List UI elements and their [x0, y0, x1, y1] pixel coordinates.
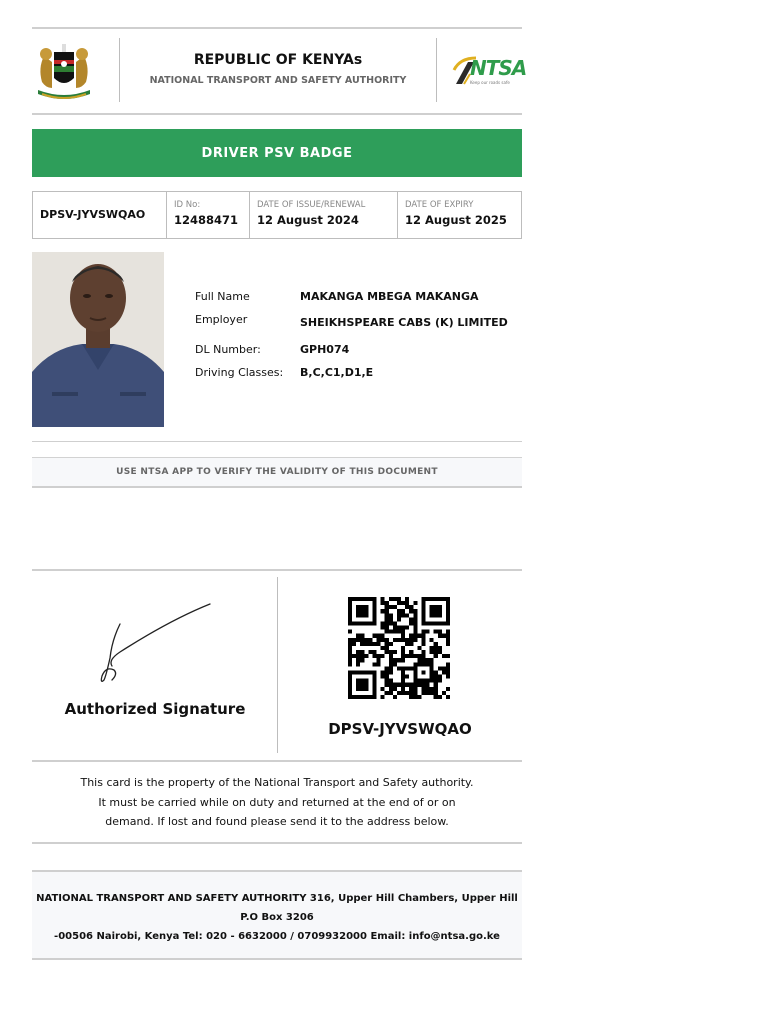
issue-date-value: 12 August 2024 [257, 213, 359, 227]
expiry-date-label: DATE OF EXPIRY [405, 200, 474, 210]
notice-line-1: This card is the property of the National Transport and Safety authority. [80, 776, 474, 789]
employer-label: Employer [195, 313, 248, 326]
verification-qr-code [348, 597, 450, 699]
ntsa-logo-tagline: Keep our roads safe [470, 80, 510, 85]
dl-number-label: DL Number: [195, 343, 261, 356]
issue-date-label: DATE OF ISSUE/RENEWAL [257, 200, 366, 210]
verify-notice: USE NTSA APP TO VERIFY THE VALIDITY OF THIS DOCUMENT [32, 457, 522, 488]
expiry-date-cell [398, 192, 521, 238]
top-divider [32, 27, 522, 29]
badge-info-table [32, 191, 522, 239]
authority-subtitle: NATIONAL TRANSPORT AND SAFETY AUTHORITY [149, 75, 407, 86]
header-bottom-divider [32, 113, 522, 115]
badge-title-banner: DRIVER PSV BADGE [32, 129, 522, 177]
employer-value: SHEIKHSPEARE CABS (K) LIMITED [300, 316, 508, 329]
qr-code-label: DPSV-JYVSWQAO [328, 720, 472, 738]
full-name-value: MAKANGA MBEGA MAKANGA [300, 290, 479, 303]
id-value: 12488471 [174, 213, 239, 227]
ntsa-logo-text: NTSA [470, 56, 527, 80]
driving-classes-label: Driving Classes: [195, 366, 284, 379]
footer-line-2: P.O Box 3206 [240, 912, 314, 923]
authorized-signature-label: Authorized Signature [64, 700, 246, 718]
notice-line-3: demand. If lost and found please send it to the address below. [105, 815, 449, 828]
badge-number: DPSV-JYVSWQAO [40, 208, 146, 221]
republic-title: REPUBLIC OF KENYAs [193, 52, 363, 68]
authorized-signature-image [90, 600, 220, 690]
issue-date-cell [250, 192, 398, 238]
id-cell [167, 192, 250, 238]
dl-number-value: GPH074 [300, 343, 350, 356]
signature-top-divider [32, 569, 522, 571]
kenya-coat-of-arms-emblem [32, 38, 96, 102]
footer-address [32, 889, 522, 946]
full-name-label: Full Name [195, 290, 250, 303]
notice-top-divider [32, 760, 522, 762]
notice-bottom-divider [32, 842, 522, 844]
footer-line-1: NATIONAL TRANSPORT AND SAFETY AUTHORITY 316, Upper Hill Chambers, Upper Hill [36, 893, 518, 904]
badge-number-cell [33, 192, 167, 238]
header-divider-right [436, 38, 437, 102]
address-footer [32, 870, 522, 960]
ownership-notice [32, 773, 522, 832]
expiry-date-value: 12 August 2025 [405, 213, 507, 227]
notice-line-2: It must be carried while on duty and returned at the end of or on [98, 795, 456, 809]
header-divider-left [119, 38, 120, 102]
id-label: ID No: [174, 200, 201, 210]
driver-photo [32, 252, 164, 427]
details-divider [32, 441, 522, 442]
footer-line-3: -00506 Nairobi, Kenya Tel: 020 - 6632000 / 0709932000 Email: info@ntsa.go.ke [54, 931, 500, 942]
driving-classes-value: B,C,C1,D1,E [300, 366, 374, 379]
